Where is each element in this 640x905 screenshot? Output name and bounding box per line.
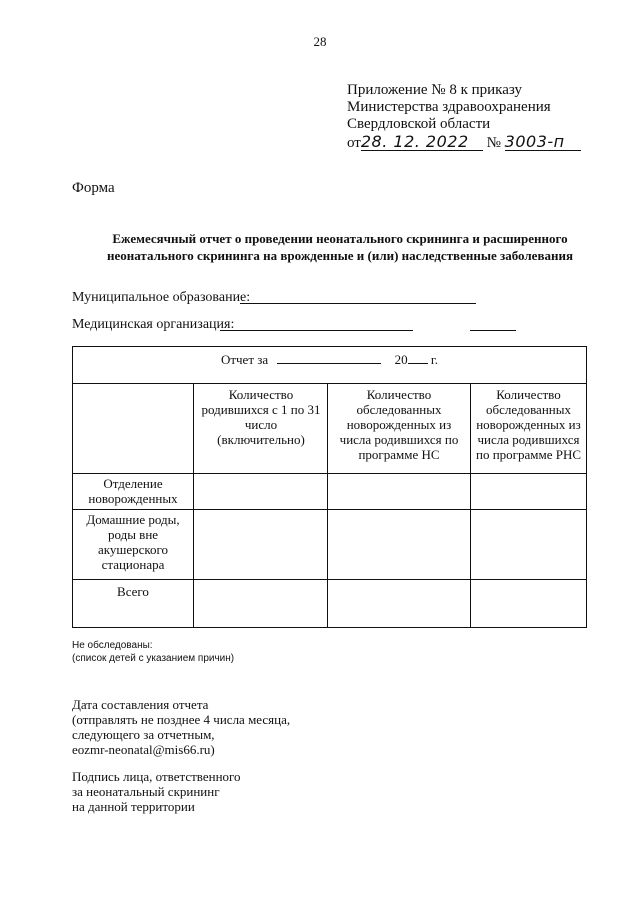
row-total: Всего: [117, 584, 149, 599]
year-suffix: г.: [430, 352, 439, 367]
municipality-field-label: Муниципальное образование:: [72, 290, 251, 305]
not-examined-note: [72, 639, 234, 665]
year-prefix: 20: [394, 352, 408, 367]
header-births: Количество родившихся с 1 по 31 число (включительно): [201, 387, 321, 447]
not-examined-hint: (список детей с указанием причин): [72, 653, 235, 664]
report-period: [72, 352, 587, 367]
organization-field-line: [220, 330, 413, 331]
not-examined-label: Не обследованы:: [72, 640, 153, 651]
from-prefix: от: [347, 135, 361, 151]
row-newborn-dept: Отделение новорожденных: [88, 476, 178, 506]
signature-line-2: за неонатальный скрининг: [72, 784, 220, 799]
report-title: [60, 230, 620, 264]
report-title-line-2: неонатального скрининга на врожденные и (или) наследственные заболевания: [107, 248, 573, 263]
report-date-block: [72, 697, 290, 757]
header-rns: Количество обследованных новорожденных из числа родившихся по программе РНС: [475, 387, 582, 462]
appendix-line-2: Министерства здравоохранения: [347, 99, 551, 115]
appendix-header: [347, 82, 581, 152]
organization-extra-line: [470, 330, 516, 331]
appendix-line-1: Приложение № 8 к приказу: [347, 82, 522, 98]
signature-block: [72, 769, 241, 814]
report-date-email: eozmr-neonatal@mis66.ru): [72, 742, 215, 757]
report-date-line-2: (отправлять не позднее 4 числа месяца,: [72, 712, 291, 727]
order-date: 28. 12. 2022: [361, 133, 483, 151]
appendix-line-3: Свердловской области: [347, 116, 491, 132]
header-ns: Количество обследованных новорожденных из числа родившихся по программе НС: [339, 387, 459, 462]
signature-line-3: на данной территории: [72, 799, 195, 814]
municipality-field-line: [240, 303, 476, 304]
number-label: №: [486, 135, 501, 151]
signature-line-1: Подпись лица, ответственного: [72, 769, 241, 784]
report-for-label: Отчет за: [220, 352, 269, 367]
report-title-line-1: Ежемесячный отчет о проведении неонатального скрининга и расширенного: [112, 231, 568, 246]
organization-field-label: Медицинская организация:: [72, 317, 235, 332]
report-date-line-1: Дата составления отчета: [72, 697, 209, 712]
form-label: Форма: [72, 180, 115, 196]
row-home-births: Домашние роды, роды вне акушерского стационара: [86, 512, 180, 572]
page-number: 28: [313, 34, 327, 49]
order-number: 3003-п: [505, 133, 581, 151]
order-reference: [347, 133, 581, 152]
report-date-line-3: следующего за отчетным,: [72, 727, 215, 742]
